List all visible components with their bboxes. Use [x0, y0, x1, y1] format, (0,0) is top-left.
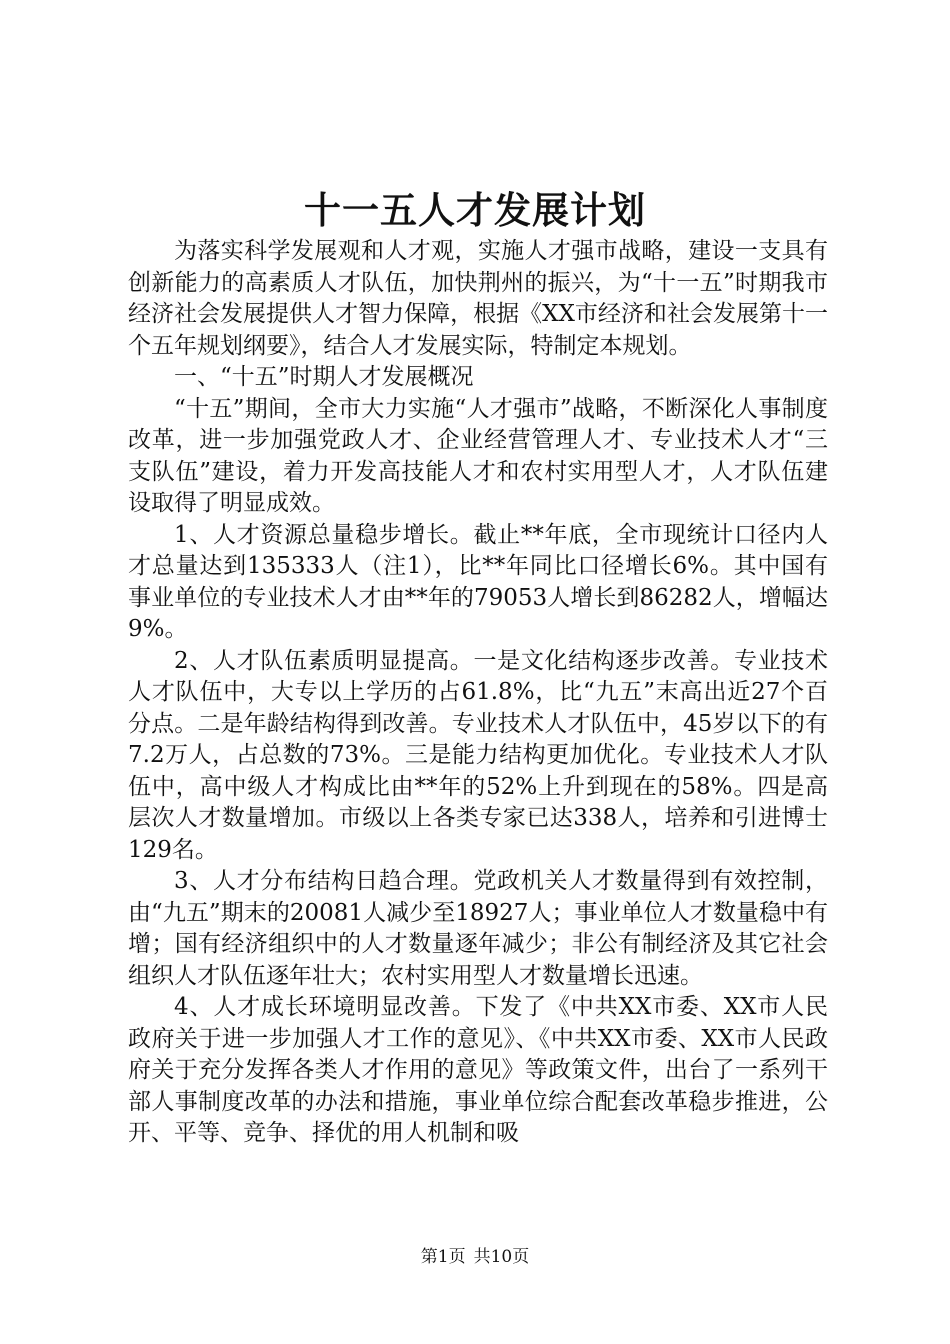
document-body: [128, 236, 828, 1150]
paragraph-intro: 为落实科学发展观和人才观，实施人才强市战略，建设一支具有创新能力的高素质人才队伍，加快荆州的振兴，为“十一五”时期我市经济社会发展提供人才智力保障，根据《XX市经济和社会发展第十一个五年规划纲要》，结合人才发展实际，特制定本规划。: [128, 238, 828, 359]
paragraph-item-3: 3、人才分布结构日趋合理。党政机关人才数量得到有效控制，由“九五”期末的20081人减少至18927人；事业单位人才数量稳中有增；国有经济组织中的人才数量逐年减少；非公有制经济及其它社会组织人才队伍逐年壮大；农村实用型人才数量增长迅速。: [128, 868, 828, 989]
page-total: 共10页: [473, 1247, 530, 1267]
page-number: 第1页: [420, 1247, 466, 1267]
page-footer: [0, 1245, 950, 1269]
paragraph-overview: “十五”期间，全市大力实施“人才强市”战略，不断深化人事制度改革，进一步加强党政人才、企业经营管理人才、专业技术人才“三支队伍”建设，着力开发高技能人才和农村实用型人才，人才队伍建设取得了明显成效。: [128, 395, 828, 516]
paragraph-item-2: 2、人才队伍素质明显提高。一是文化结构逐步改善。专业技术人才队伍中，大专以上学历的占61.8%，比“九五”末高出近27个百分点。二是年龄结构得到改善。专业技术人才队伍中，45岁以下的有7.2万人，占总数的73%。三是能力结构更加优化。专业技术人才队伍中，高中级人才构成比由**年的52%上升到现在的58%。四是高层次人才数量增加。市级以上各类专家已达338人，培养和引进博士129名。: [128, 647, 828, 863]
section-heading-overview: 一、“十五”时期人才发展概况: [174, 364, 474, 390]
paragraph-item-4: 4、人才成长环境明显改善。下发了《中共XX市委、XX市人民政府关于进一步加强人才工作的意见》、《中共XX市委、XX市人民政府关于充分发挥各类人才作用的意见》等政策文件，出台了一系列干部人事制度改革的办法和措施，事业单位综合配套改革稳步推进，公开、平等、竞争、择优的用人机制和吸: [128, 994, 828, 1146]
document-title: 十一五人才发展计划: [304, 188, 646, 232]
paragraph-item-1: 1、人才资源总量稳步增长。截止**年底，全市现统计口径内人才总量达到135333人（注1），比**年同比口径增长6%。其中国有事业单位的专业技术人才由**年的79053人增长到86282人，增幅达9%。: [128, 521, 828, 642]
